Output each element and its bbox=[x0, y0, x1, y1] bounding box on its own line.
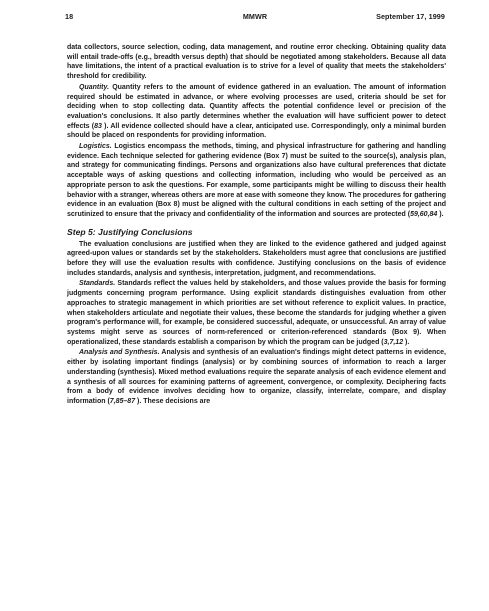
citation: 7,85–87 bbox=[109, 397, 136, 405]
run-in-heading-standards: Standards. bbox=[79, 280, 116, 288]
paragraph-step5: The evaluation conclusions are justified when they are linked to the evidence gathered and judged against agreed-upon values or standards set by the stakeholders. Stakeholders must agree that conclusions are justified before they will use the evaluation results with confidence. Justifying conclusions on the basis of evidence includes standards, analysis and synthesis, interpretation, judgment, and recommendations. bbox=[67, 240, 446, 277]
run-in-heading-quantity: Quantity. bbox=[79, 83, 110, 91]
logistics-text-a: Logistics encompass the methods, timing, and physical infrastructure for gathering and handling evidence. Each technique selected for gathering evidence (Box 7) must be suited to the source(s), analysis plan, and strategy for communicating findings. Persons and organizations also have cultural preferences that dictate acceptable ways of asking questions and collecting information, including who would be perceived as an appropriate person to ask the questions. For example, some participants might be willing to discuss their health behavior with a stranger, whereas others are more at ease with someone they know. The procedures for gathering evidence in an evaluation (Box 8) must be aligned with the cultural conditions in each setting of the project and scrutinized to ensure that the privacy and confidentiality of the information and sources are protected ( bbox=[67, 143, 447, 218]
paragraph-analysis bbox=[67, 348, 446, 406]
paragraph-standards bbox=[67, 279, 446, 347]
citation: 3,7,12 bbox=[383, 338, 404, 346]
issue-date: September 17, 1999 bbox=[376, 12, 445, 21]
running-header bbox=[65, 12, 445, 26]
standards-text-a: Standards reflect the values held by stakeholders, and those values provide the basis for forming judgments concerning program performance. Using explicit standards distinguishes evaluation from other approaches to strategic management in which priorities are set without reference to explicit values. In practice, when stakeholders articulate and negotiate their values, these become the standards for judging whether a given program's performance will, for example, be considered successful, adequate, or unsuccessful. An array of value systems might serve as sources of norm-referenced or criterion-referenced standards (Box 9). When operationalized, these standards establish a comparison by which the program can be judged ( bbox=[67, 280, 446, 346]
page-number: 18 bbox=[65, 12, 74, 21]
run-in-heading-analysis: Analysis and Synthesis. bbox=[79, 349, 160, 357]
citation: 83 bbox=[94, 122, 102, 130]
paragraph-logistics bbox=[67, 142, 446, 220]
article-body bbox=[67, 43, 446, 408]
analysis-text-b: ). These decisions are bbox=[135, 397, 211, 405]
quantity-text-a: Quantity refers to the amount of evidence gathered in an evaluation. The amount of information required should be estimated in advance, or where evolving processes are used, criteria should be set for deciding when to stop collecting data. Quantity affects the potential confidence level or precision of the evaluation's conclusions. It also partly determines whether the evaluation will have sufficient power to detect effects ( bbox=[67, 83, 446, 130]
publication-title: MMWR bbox=[242, 12, 268, 21]
standards-text-b: ). bbox=[403, 338, 410, 346]
quantity-text-b: ). All evidence collected should have a clear, anticipated use. Correspondingly, only a minimal burden should be placed on respondents for providing information. bbox=[67, 122, 447, 140]
paragraph-intro: data collectors, source selection, coding, data management, and routine error checking. Obtaining quality data will entail trade-offs (e.g., breadth versus depth) that should be negotiated among stakeholders. Because all data have limitations, the intent of a practical evaluation is to strive for a level of quality that meets the stakeholders' threshold for credibility. bbox=[67, 44, 446, 81]
section-heading: Step 5: Justifying Conclusions bbox=[67, 226, 193, 237]
paragraph-quantity bbox=[67, 83, 446, 141]
logistics-text-b: ). bbox=[437, 210, 444, 218]
analysis-text-a: Analysis and synthesis of an evaluation's findings might detect patterns in evidence, either by isolating important findings (analysis) or by combining sources of information to reach a larger understanding (synthesis). Mixed method evaluations require the separate analysis of each evidence element and a synthesis of all sources for examining patterns of agreement, convergence, or complexity. Deciphering facts from a body of evidence involves deciding how to organize, classify, interrelate, compare, and display information ( bbox=[67, 349, 446, 405]
citation: 59,60,84 bbox=[410, 210, 438, 218]
run-in-heading-logistics: Logistics. bbox=[79, 143, 112, 151]
